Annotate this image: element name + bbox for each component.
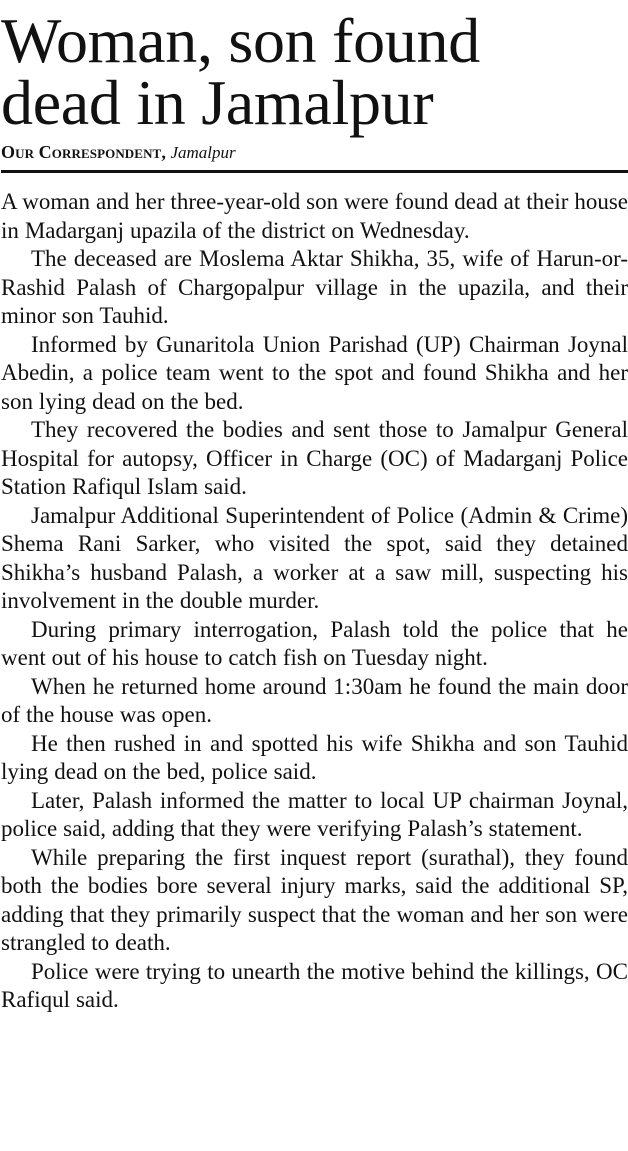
headline: Woman, son found dead in Jamalpur xyxy=(1,5,480,138)
article-body xyxy=(1,188,628,1015)
body-paragraph: A woman and her three-year-old son were found dead at their house in Madarganj upazila of the district on Wednesday. xyxy=(1,189,628,243)
body-paragraph: Informed by Gunaritola Union Parishad (UP) Chairman Joynal Abedin, a police team went to the spot and found Shikha and her son lying dead on the bed. xyxy=(1,331,628,414)
byline-location: Jamalpur xyxy=(170,143,236,162)
body-paragraph: He then rushed in and spotted his wife Shikha and son Tauhid lying dead on the bed, police said. xyxy=(1,730,628,784)
body-paragraph: When he returned home around 1:30am he found the main door of the house was open. xyxy=(1,673,628,727)
body-paragraph: Police were trying to unearth the motive behind the killings, OC Rafiqul said. xyxy=(1,958,628,1012)
byline xyxy=(1,142,628,166)
byline-correspondent: Our Correspondent, xyxy=(1,142,166,162)
body-paragraph: The deceased are Moslema Aktar Shikha, 35, wife of Harun-or-Rashid Palash of Chargopalpur village in the upazila, and their minor son Tauhid. xyxy=(1,246,628,328)
headline-divider xyxy=(1,170,628,173)
body-paragraph: Jamalpur Additional Superintendent of Police (Admin & Crime) Shema Rani Sarker, who visited the spot, said they detained Shikha’s husband Palash, a worker at a saw mill, suspecting his involvement in the double murder. xyxy=(1,502,628,613)
body-paragraph: They recovered the bodies and sent those to Jamalpur General Hospital for autopsy, Officer in Charge (OC) of Madarganj Police Station Rafiqul Islam said. xyxy=(1,417,628,499)
body-paragraph: During primary interrogation, Palash told the police that he went out of his house to catch fish on Tuesday night. xyxy=(1,616,628,670)
body-paragraph: While preparing the first inquest report (surathal), they found both the bodies bore several injury marks, said the additional SP, adding that they primarily suspect that the woman and her son were strangled to death. xyxy=(1,844,628,955)
body-paragraph: Later, Palash informed the matter to local UP chairman Joynal, police said, adding that they were verifying Palash’s statement. xyxy=(1,787,628,841)
